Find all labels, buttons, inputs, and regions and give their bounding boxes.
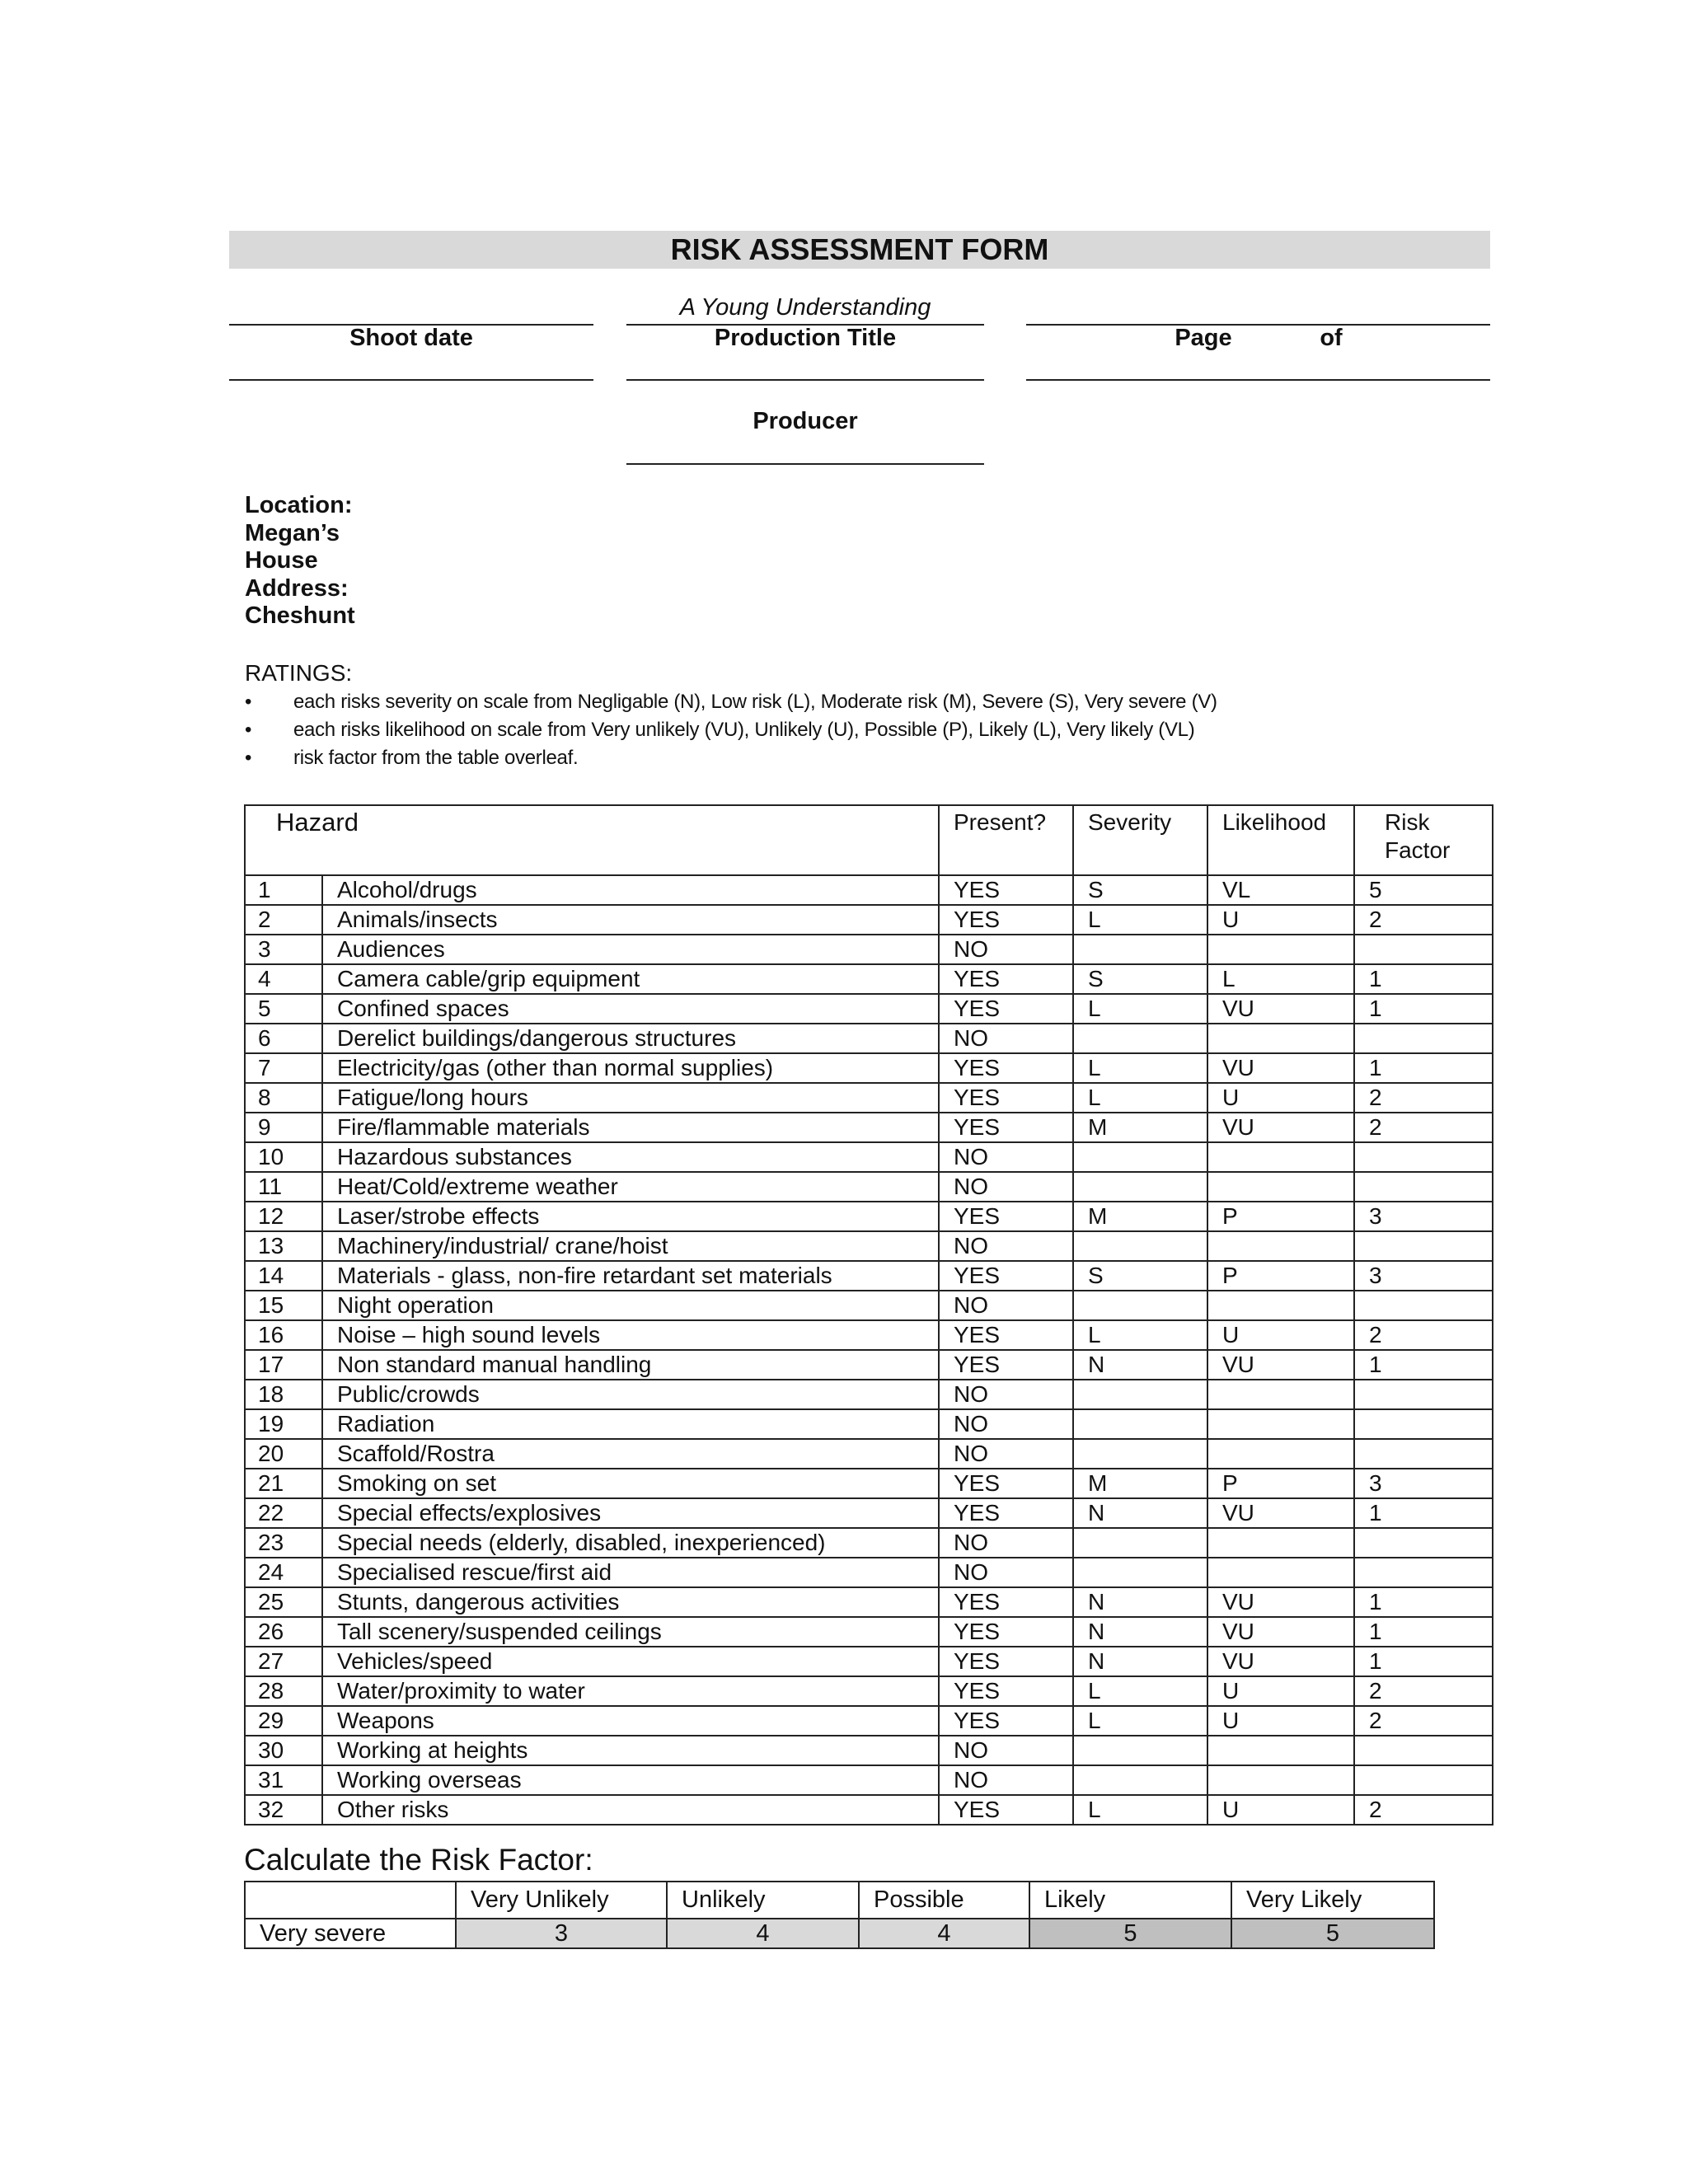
hazard-number: 21 <box>245 1469 322 1498</box>
hazard-severity <box>1073 1291 1207 1320</box>
hazard-name: Alcohol/drugs <box>322 875 939 905</box>
hazard-number: 14 <box>245 1261 322 1291</box>
hazard-risk-factor: 1 <box>1354 1053 1493 1083</box>
hazard-risk-factor: 3 <box>1354 1261 1493 1291</box>
hazard-severity: L <box>1073 1676 1207 1706</box>
hazard-number: 5 <box>245 994 322 1024</box>
rule-page-top <box>1026 324 1490 326</box>
hazard-number: 1 <box>245 875 322 905</box>
hazard-number: 13 <box>245 1231 322 1261</box>
hazard-likelihood: VU <box>1207 994 1354 1024</box>
table-row <box>245 964 1493 994</box>
hazard-name: Machinery/industrial/ crane/hoist <box>322 1231 939 1261</box>
hazard-name: Hazardous substances <box>322 1142 939 1172</box>
table-row <box>245 1142 1493 1172</box>
hazard-risk-factor: 3 <box>1354 1469 1493 1498</box>
hazard-severity <box>1073 1409 1207 1439</box>
hazard-name: Derelict buildings/dangerous structures <box>322 1024 939 1053</box>
hazard-likelihood: VU <box>1207 1053 1354 1083</box>
hazard-present: NO <box>939 1172 1073 1202</box>
table-row <box>245 1765 1493 1795</box>
hazard-likelihood: U <box>1207 1676 1354 1706</box>
hazard-severity <box>1073 1765 1207 1795</box>
table-row <box>245 1202 1493 1231</box>
table-row <box>245 1172 1493 1202</box>
hazard-name: Radiation <box>322 1409 939 1439</box>
hazard-likelihood: VU <box>1207 1617 1354 1647</box>
table-row <box>245 935 1493 964</box>
hazard-name: Audiences <box>322 935 939 964</box>
hazard-risk-factor: 2 <box>1354 1083 1493 1113</box>
hazard-name: Special effects/explosives <box>322 1498 939 1528</box>
hazard-present: NO <box>939 1231 1073 1261</box>
matrix-cell: 5 <box>1029 1919 1231 1948</box>
location-block: Location: Megan’s House Address: Cheshunt <box>245 492 355 629</box>
hazard-likelihood: VU <box>1207 1587 1354 1617</box>
hazard-severity <box>1073 1528 1207 1558</box>
rule-producer <box>626 463 984 465</box>
hazard-likelihood: P <box>1207 1261 1354 1291</box>
hazard-present: YES <box>939 1202 1073 1231</box>
table-row <box>245 1409 1493 1439</box>
hazard-number: 20 <box>245 1439 322 1469</box>
hazard-present: NO <box>939 1380 1073 1409</box>
hazard-risk-factor: 1 <box>1354 1498 1493 1528</box>
hazard-name: Materials - glass, non-fire retardant set materials <box>322 1261 939 1291</box>
hazard-risk-factor: 2 <box>1354 1113 1493 1142</box>
hazard-likelihood <box>1207 1291 1354 1320</box>
hazard-present: YES <box>939 964 1073 994</box>
table-row <box>245 1053 1493 1083</box>
matrix-body <box>245 1919 1434 1948</box>
hazard-present: YES <box>939 1647 1073 1676</box>
matrix-col-header: Very Unlikely <box>456 1882 667 1919</box>
hazard-severity <box>1073 1380 1207 1409</box>
hazard-likelihood <box>1207 1558 1354 1587</box>
matrix-cell: 4 <box>667 1919 859 1948</box>
hazard-present: NO <box>939 1439 1073 1469</box>
hazard-present: YES <box>939 1350 1073 1380</box>
hazard-number: 25 <box>245 1587 322 1617</box>
hazard-likelihood <box>1207 1142 1354 1172</box>
table-row <box>245 1231 1493 1261</box>
hazard-table-header <box>245 805 1493 875</box>
hazard-name: Non standard manual handling <box>322 1350 939 1380</box>
hazard-name: Fatigue/long hours <box>322 1083 939 1113</box>
table-row <box>245 1795 1493 1825</box>
hazard-severity: L <box>1073 994 1207 1024</box>
hazard-risk-factor <box>1354 1172 1493 1202</box>
hazard-number: 7 <box>245 1053 322 1083</box>
hazard-risk-factor <box>1354 1409 1493 1439</box>
table-row <box>245 1113 1493 1142</box>
hazard-severity <box>1073 1142 1207 1172</box>
hazard-severity: L <box>1073 1706 1207 1736</box>
hazard-likelihood: VU <box>1207 1498 1354 1528</box>
hazard-name: Weapons <box>322 1706 939 1736</box>
hazard-name: Specialised rescue/first aid <box>322 1558 939 1587</box>
hazard-present: NO <box>939 1558 1073 1587</box>
hazard-likelihood: U <box>1207 1795 1354 1825</box>
hazard-name: Tall scenery/suspended ceilings <box>322 1617 939 1647</box>
header-present: Present? <box>939 805 1073 875</box>
hazard-number: 26 <box>245 1617 322 1647</box>
ratings-heading: RATINGS: <box>245 660 353 686</box>
hazard-likelihood <box>1207 1409 1354 1439</box>
hazard-severity <box>1073 1172 1207 1202</box>
table-row <box>245 875 1493 905</box>
hazard-risk-factor: 2 <box>1354 1676 1493 1706</box>
table-row <box>245 1558 1493 1587</box>
hazard-risk-factor: 3 <box>1354 1202 1493 1231</box>
hazard-present: YES <box>939 905 1073 935</box>
table-row <box>245 905 1493 935</box>
table-row <box>245 1350 1493 1380</box>
hazard-severity: S <box>1073 1261 1207 1291</box>
hazard-risk-factor: 2 <box>1354 905 1493 935</box>
matrix-cell: 5 <box>1231 1919 1434 1948</box>
matrix-col-header: Possible <box>859 1882 1029 1919</box>
producer-label: Producer <box>753 408 858 434</box>
matrix-cell: 3 <box>456 1919 667 1948</box>
hazard-name: Confined spaces <box>322 994 939 1024</box>
hazard-name: Noise – high sound levels <box>322 1320 939 1350</box>
matrix-row-label: Very severe <box>245 1919 456 1948</box>
ratings-item-risk-factor: • risk factor from the table overleaf. <box>245 744 1399 772</box>
hazard-number: 4 <box>245 964 322 994</box>
hazard-risk-factor: 2 <box>1354 1795 1493 1825</box>
hazard-risk-factor <box>1354 935 1493 964</box>
hazard-name: Other risks <box>322 1795 939 1825</box>
hazard-risk-factor <box>1354 1558 1493 1587</box>
table-row <box>245 994 1493 1024</box>
hazard-severity: N <box>1073 1587 1207 1617</box>
hazard-likelihood: VL <box>1207 875 1354 905</box>
form-title: RISK ASSESSMENT FORM <box>229 231 1490 269</box>
table-row <box>245 1469 1493 1498</box>
hazard-present: YES <box>939 1587 1073 1617</box>
hazard-severity: L <box>1073 1083 1207 1113</box>
hazard-present: YES <box>939 875 1073 905</box>
hazard-likelihood <box>1207 1528 1354 1558</box>
hazard-number: 18 <box>245 1380 322 1409</box>
hazard-likelihood: U <box>1207 905 1354 935</box>
hazard-present: YES <box>939 1795 1073 1825</box>
table-row <box>245 1439 1493 1469</box>
hazard-likelihood: U <box>1207 1083 1354 1113</box>
hazard-risk-factor <box>1354 1380 1493 1409</box>
hazard-likelihood <box>1207 1439 1354 1469</box>
hazard-name: Laser/strobe effects <box>322 1202 939 1231</box>
hazard-likelihood: VU <box>1207 1350 1354 1380</box>
hazard-name: Camera cable/grip equipment <box>322 964 939 994</box>
hazard-number: 15 <box>245 1291 322 1320</box>
hazard-risk-factor <box>1354 1439 1493 1469</box>
rule-page-bottom <box>1026 379 1490 381</box>
production-title-value: A Young Understanding <box>679 294 931 321</box>
table-row <box>245 1617 1493 1647</box>
hazard-present: NO <box>939 1024 1073 1053</box>
hazard-name: Fire/flammable materials <box>322 1113 939 1142</box>
hazard-likelihood <box>1207 1172 1354 1202</box>
hazard-number: 24 <box>245 1558 322 1587</box>
hazard-risk-factor: 1 <box>1354 1647 1493 1676</box>
hazard-likelihood <box>1207 935 1354 964</box>
hazard-name: Water/proximity to water <box>322 1676 939 1706</box>
hazard-number: 11 <box>245 1172 322 1202</box>
hazard-name: Scaffold/Rostra <box>322 1439 939 1469</box>
hazard-present: YES <box>939 1320 1073 1350</box>
hazard-severity: N <box>1073 1498 1207 1528</box>
table-row <box>245 1706 1493 1736</box>
hazard-name: Vehicles/speed <box>322 1647 939 1676</box>
matrix-header-row <box>245 1882 1434 1919</box>
hazard-likelihood <box>1207 1380 1354 1409</box>
hazard-number: 9 <box>245 1113 322 1142</box>
hazard-number: 19 <box>245 1409 322 1439</box>
hazard-number: 30 <box>245 1736 322 1765</box>
hazard-name: Special needs (elderly, disabled, inexperienced) <box>322 1528 939 1558</box>
hazard-risk-factor <box>1354 1142 1493 1172</box>
hazard-present: YES <box>939 1469 1073 1498</box>
hazard-risk-factor <box>1354 1528 1493 1558</box>
table-row <box>245 1676 1493 1706</box>
shoot-date-label: Shoot date <box>349 325 473 351</box>
hazard-risk-factor <box>1354 1291 1493 1320</box>
hazard-number: 28 <box>245 1676 322 1706</box>
hazard-number: 22 <box>245 1498 322 1528</box>
hazard-severity <box>1073 1439 1207 1469</box>
matrix-corner <box>245 1882 456 1919</box>
hazard-present: YES <box>939 1261 1073 1291</box>
hazard-table-body <box>245 875 1493 1825</box>
hazard-likelihood: VU <box>1207 1113 1354 1142</box>
hazard-severity: L <box>1073 905 1207 935</box>
header-hazard: Hazard <box>245 805 939 875</box>
rule-production-title-bottom <box>626 379 984 381</box>
hazard-likelihood <box>1207 1765 1354 1795</box>
table-row <box>245 1291 1493 1320</box>
hazard-risk-factor <box>1354 1736 1493 1765</box>
hazard-number: 31 <box>245 1765 322 1795</box>
hazard-risk-factor: 1 <box>1354 964 1493 994</box>
hazard-number: 2 <box>245 905 322 935</box>
hazard-present: YES <box>939 1083 1073 1113</box>
table-row <box>245 1498 1493 1528</box>
hazard-likelihood: U <box>1207 1320 1354 1350</box>
hazard-present: NO <box>939 1765 1073 1795</box>
hazard-likelihood: P <box>1207 1202 1354 1231</box>
hazard-present: NO <box>939 935 1073 964</box>
hazard-severity: S <box>1073 964 1207 994</box>
hazard-likelihood: P <box>1207 1469 1354 1498</box>
ratings-item-severity: • each risks severity on scale from Negligable (N), Low risk (L), Moderate risk (M), Severe (S), Very severe (V) <box>245 688 1399 716</box>
header-severity: Severity <box>1073 805 1207 875</box>
matrix-col-header: Unlikely <box>667 1882 859 1919</box>
hazard-present: YES <box>939 1053 1073 1083</box>
production-title-label: Production Title <box>714 325 897 351</box>
hazard-present: NO <box>939 1291 1073 1320</box>
hazard-name: Electricity/gas (other than normal supplies) <box>322 1053 939 1083</box>
hazard-name: Animals/insects <box>322 905 939 935</box>
calc-heading: Calculate the Risk Factor: <box>244 1843 593 1877</box>
ratings-list <box>245 688 1399 772</box>
hazard-present: NO <box>939 1736 1073 1765</box>
table-row <box>245 1261 1493 1291</box>
page-label: Page <box>1175 325 1232 351</box>
hazard-number: 27 <box>245 1647 322 1676</box>
hazard-name: Working overseas <box>322 1765 939 1795</box>
hazard-name: Smoking on set <box>322 1469 939 1498</box>
table-row <box>245 1320 1493 1350</box>
hazard-severity: M <box>1073 1202 1207 1231</box>
header-likelihood: Likelihood <box>1207 805 1354 875</box>
table-row <box>245 1380 1493 1409</box>
hazard-severity: M <box>1073 1113 1207 1142</box>
hazard-severity <box>1073 1024 1207 1053</box>
hazard-risk-factor <box>1354 1765 1493 1795</box>
hazard-number: 10 <box>245 1142 322 1172</box>
matrix-row <box>245 1919 1434 1948</box>
hazard-number: 6 <box>245 1024 322 1053</box>
hazard-likelihood <box>1207 1231 1354 1261</box>
hazard-risk-factor: 1 <box>1354 1617 1493 1647</box>
matrix-cell: 4 <box>859 1919 1029 1948</box>
hazard-likelihood: VU <box>1207 1647 1354 1676</box>
hazard-table <box>244 804 1493 1825</box>
hazard-present: YES <box>939 994 1073 1024</box>
hazard-severity: N <box>1073 1617 1207 1647</box>
hazard-name: Stunts, dangerous activities <box>322 1587 939 1617</box>
hazard-likelihood: U <box>1207 1706 1354 1736</box>
hazard-risk-factor: 1 <box>1354 994 1493 1024</box>
hazard-present: NO <box>939 1142 1073 1172</box>
hazard-present: YES <box>939 1706 1073 1736</box>
hazard-number: 29 <box>245 1706 322 1736</box>
table-row <box>245 1024 1493 1053</box>
risk-factor-matrix <box>244 1881 1435 1949</box>
hazard-risk-factor <box>1354 1024 1493 1053</box>
hazard-name: Public/crowds <box>322 1380 939 1409</box>
hazard-present: YES <box>939 1113 1073 1142</box>
hazard-present: NO <box>939 1409 1073 1439</box>
of-label: of <box>1320 325 1343 351</box>
hazard-name: Night operation <box>322 1291 939 1320</box>
table-row <box>245 1587 1493 1617</box>
hazard-likelihood: L <box>1207 964 1354 994</box>
header-risk-factor: Risk Factor <box>1354 805 1493 875</box>
hazard-severity: N <box>1073 1647 1207 1676</box>
hazard-name: Heat/Cold/extreme weather <box>322 1172 939 1202</box>
ratings-item-likelihood: • each risks likelihood on scale from Very unlikely (VU), Unlikely (U), Possible (P), Likely (L), Very likely (VL) <box>245 716 1399 744</box>
hazard-severity: M <box>1073 1469 1207 1498</box>
matrix-col-header: Very Likely <box>1231 1882 1434 1919</box>
hazard-severity <box>1073 1558 1207 1587</box>
hazard-severity <box>1073 1231 1207 1261</box>
hazard-number: 32 <box>245 1795 322 1825</box>
hazard-number: 23 <box>245 1528 322 1558</box>
table-row <box>245 1647 1493 1676</box>
hazard-number: 12 <box>245 1202 322 1231</box>
hazard-present: YES <box>939 1498 1073 1528</box>
hazard-severity: S <box>1073 875 1207 905</box>
hazard-number: 17 <box>245 1350 322 1380</box>
hazard-severity: L <box>1073 1320 1207 1350</box>
hazard-number: 16 <box>245 1320 322 1350</box>
table-row <box>245 1736 1493 1765</box>
hazard-number: 3 <box>245 935 322 964</box>
hazard-risk-factor <box>1354 1231 1493 1261</box>
hazard-severity: L <box>1073 1795 1207 1825</box>
hazard-severity <box>1073 1736 1207 1765</box>
hazard-risk-factor: 2 <box>1354 1320 1493 1350</box>
hazard-present: NO <box>939 1528 1073 1558</box>
table-row <box>245 1083 1493 1113</box>
hazard-risk-factor: 1 <box>1354 1350 1493 1380</box>
matrix-col-header: Likely <box>1029 1882 1231 1919</box>
hazard-number: 8 <box>245 1083 322 1113</box>
hazard-present: YES <box>939 1617 1073 1647</box>
rule-shoot-date-bottom <box>229 379 593 381</box>
hazard-risk-factor: 5 <box>1354 875 1493 905</box>
hazard-present: YES <box>939 1676 1073 1706</box>
hazard-likelihood <box>1207 1024 1354 1053</box>
hazard-likelihood <box>1207 1736 1354 1765</box>
table-row <box>245 1528 1493 1558</box>
hazard-risk-factor: 2 <box>1354 1706 1493 1736</box>
hazard-severity: N <box>1073 1350 1207 1380</box>
hazard-risk-factor: 1 <box>1354 1587 1493 1617</box>
hazard-name: Working at heights <box>322 1736 939 1765</box>
hazard-severity <box>1073 935 1207 964</box>
hazard-severity: L <box>1073 1053 1207 1083</box>
